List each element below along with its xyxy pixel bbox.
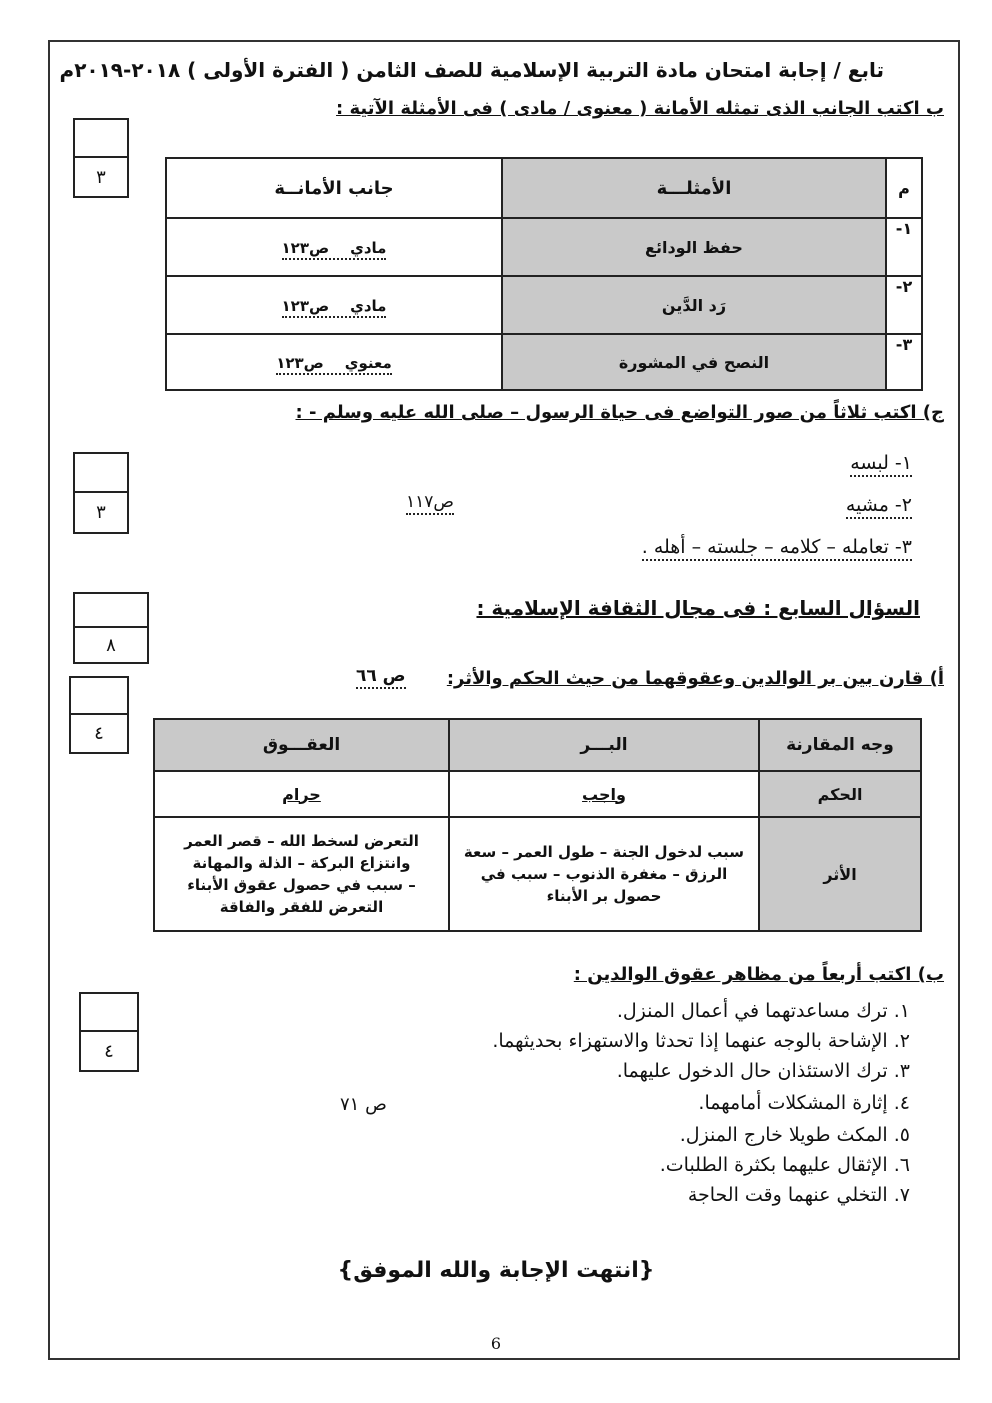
example-cell: رَد الدَّين	[502, 276, 886, 334]
list-item: ٢- مشيه	[846, 494, 912, 516]
row-number: ١-	[886, 218, 922, 276]
col-number-header: م	[886, 158, 922, 218]
col-uquq-header: العقـــوق	[154, 719, 449, 771]
list-item: ٦. الإثقال عليهما بكثرة الطلبات.	[659, 1154, 910, 1176]
page-ref: ص١٢٣	[276, 353, 324, 372]
score-value: ٨	[106, 634, 116, 656]
birr-cell: واجب	[449, 771, 759, 817]
question7-heading: السؤال السابع : فى مجال الثقافة الإسلامية :	[476, 596, 920, 620]
page-ref: ص١١٧	[406, 492, 454, 512]
list-item: ٤. إثارة المشكلات أمامهما.	[698, 1092, 910, 1114]
amanah-table	[165, 157, 923, 391]
section-b2-heading: ب) اكتب أربعاً من مظاهر عقوق الوالدين :	[573, 964, 944, 985]
closing-text: {انتهت الإجابة والله الموفق}	[337, 1258, 655, 1283]
list-item: ٧. التخلي عنهما وقت الحاجة	[687, 1184, 910, 1206]
aspect-value: معنوي	[344, 353, 392, 372]
birr-cell: سبب لدخول الجنة – طول العمر – سعة الرزق – مغفرة الذنوب – سبب في حصول بر الأبناء	[449, 817, 759, 931]
col-birr-header: البـــر	[449, 719, 759, 771]
aspect-value: مادي	[350, 296, 387, 315]
section-a-heading: أ) قارن بين بر الوالدين وعقوقهما من حيث الحكم والأثر:	[446, 668, 944, 689]
score-box-a	[69, 676, 129, 754]
list-item: ٥. المكث طويلا خارج المنزل.	[679, 1124, 910, 1146]
col-examples-header: الأمثلـــة	[502, 158, 886, 218]
list-item: ١. ترك مساعدتهما في أعمال المنزل.	[616, 1000, 910, 1022]
table-row	[166, 334, 922, 390]
aspect-value: مادي	[350, 238, 387, 257]
score-value: ٤	[104, 1040, 114, 1062]
example-cell: حفظ الودائع	[502, 218, 886, 276]
table-row	[154, 817, 921, 931]
table-row	[166, 276, 922, 334]
row-label: الحكم	[759, 771, 921, 817]
col-comparison-header: وجه المقارنة	[759, 719, 921, 771]
page-ref: ص١٢٣	[281, 296, 330, 315]
aspect-cell	[166, 334, 502, 390]
table-row	[154, 771, 921, 817]
list-item: ٣. ترك الاستئذان حال الدخول عليهما.	[616, 1060, 910, 1082]
section-c-heading: ج) اكتب ثلاثاً من صور التواضع فى حياة الرسول – صلى الله عليه وسلم - :	[295, 402, 944, 423]
score-value: ٤	[94, 723, 104, 744]
score-value: ٣	[96, 166, 106, 188]
comparison-table	[153, 718, 922, 932]
table-row	[166, 218, 922, 276]
row-number: ٣-	[886, 334, 922, 390]
score-box-b	[73, 118, 129, 198]
page-ref: ص ٧١	[340, 1094, 387, 1115]
aspect-cell	[166, 276, 502, 334]
aspect-cell	[166, 218, 502, 276]
page-ref: ص١٢٣	[281, 238, 330, 257]
row-number: ٢-	[886, 276, 922, 334]
page-title: تابع / إجابة امتحان مادة التربية الإسلامية للصف الثامن ( الفترة الأولى ) ٢٠١٨-٢٠١٩م	[59, 58, 884, 82]
uquq-cell: التعرض لسخط الله – قصر العمر وانتزاع البركة – الذلة والمهانة – سبب في حصول عقوق الأبناء التعرض للفقر والفاقة	[154, 817, 449, 931]
uquq-cell: حرام	[154, 771, 449, 817]
list-item: ١- لبسه	[850, 452, 912, 474]
row-label: الأثر	[759, 817, 921, 931]
score-box-c	[73, 452, 129, 534]
page-number: 6	[490, 1334, 502, 1353]
example-cell: النصح في المشورة	[502, 334, 886, 390]
list-item: ٢. الإشاحة بالوجه عنهما إذا تحدثا والاستهزاء بحديثهما.	[492, 1030, 910, 1052]
col-aspect-header: جانب الأمانــة	[166, 158, 502, 218]
section-b-heading: ب اكتب الجانب الذى تمثله الأمانة ( معنوى / مادى ) فى الأمثلة الآتية :	[336, 98, 944, 119]
score-box-b2	[79, 992, 139, 1072]
score-value: ٣	[96, 502, 106, 523]
list-item: ٣- تعامله – كلامه – جلسته – أهله .	[642, 536, 912, 558]
score-box-q7	[73, 592, 149, 664]
page-ref: ص ٦٦	[356, 666, 406, 686]
